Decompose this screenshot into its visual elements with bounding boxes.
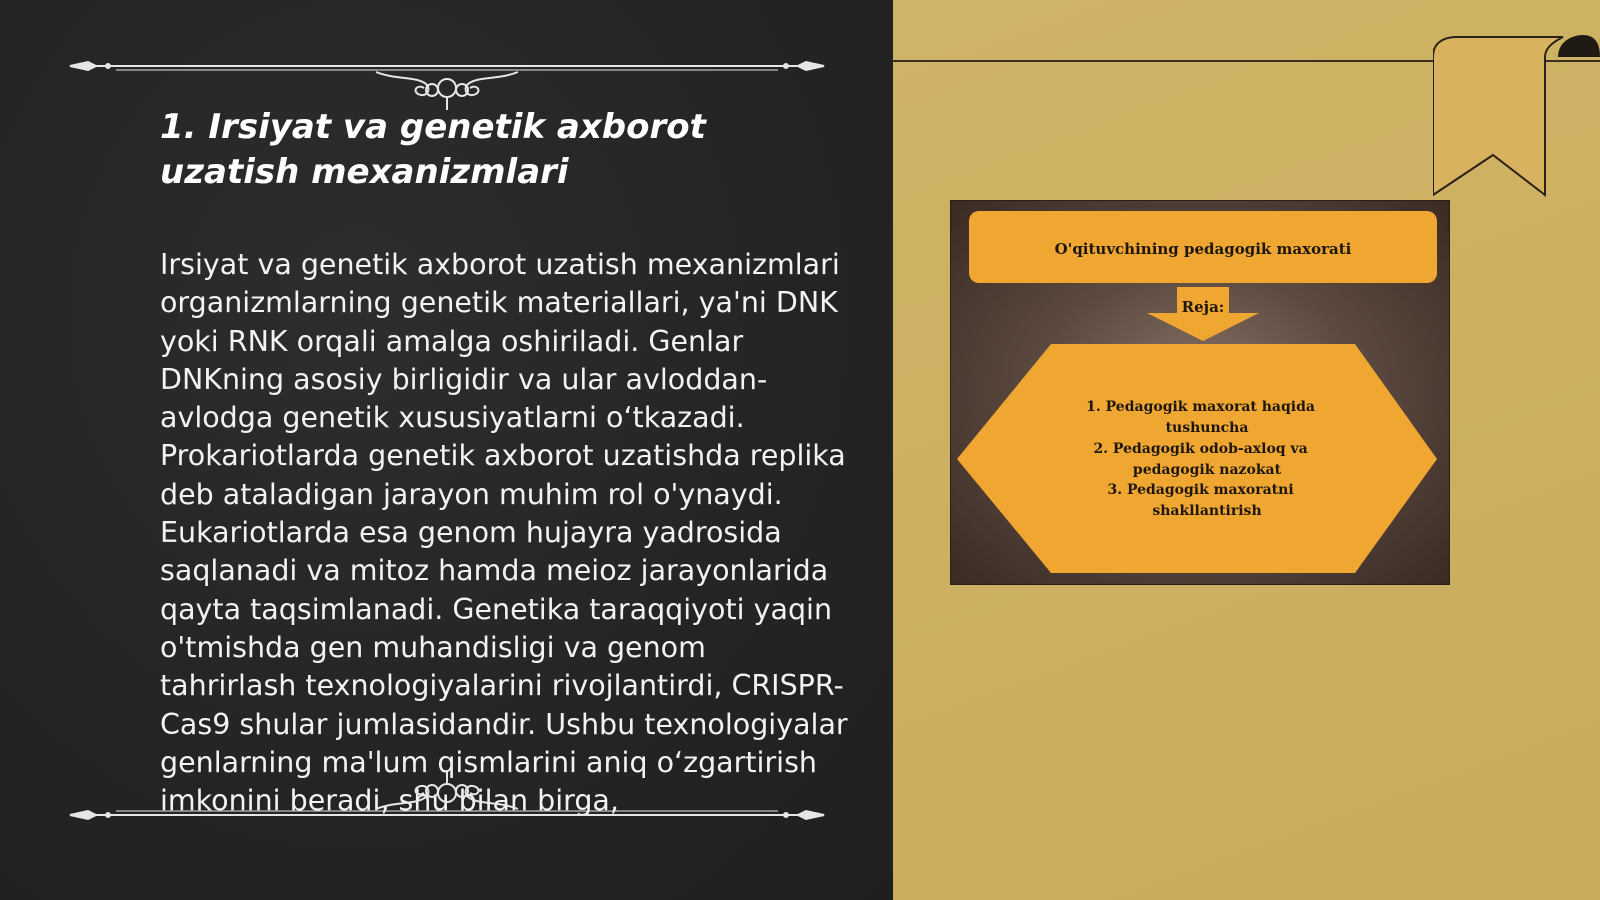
bookmark-decoration xyxy=(1433,35,1600,200)
scroll-ornament-icon xyxy=(66,50,828,110)
diagram-arrow-label: Reja: xyxy=(1181,298,1225,316)
slide-body-text: Irsiyat va genetik axborot uzatish mexanizmlari organizmlarning genetik materiallari, ya'ni DNK yoki RNK orqali amalga oshiriladi. Genlar DNKning asosiy birligidir va ular avloddan-avlodga genetik xususiyatlarni o‘tkazadi. Prokariotlarda genetik axborot uzatishda replika deb ataladigan jarayon muhim rol o'ynaydi. Eukariotlarda esa genom hujayra yadrosida saqlanadi va mitoz hamda meioz jarayonlarida qayta taqsimlanadi. Genetika taraqqiyoti yaqin o'tmishda gen muhandisligi va genom tahrirlash texnologiyalarini rivojlantirdi, CRISPR-Cas9 shular jumlasidandir. Ushbu texnologiyalar genlarning ma'lum qismlarini aniq o‘zgartirish imkonini beradi, shu bilan birga, xyxy=(160,248,848,818)
ribbon-bookmark-icon xyxy=(1433,35,1600,200)
slide-right-panel xyxy=(893,0,1600,900)
plan-item-3: 3. Pedagogik maxoratni shakllantirish xyxy=(1107,482,1294,519)
scroll-ornament-icon xyxy=(66,770,828,830)
slide-title: 1. Irsiyat va genetik axborot uzatish mexanizmlari xyxy=(160,107,706,192)
diagram-header-text: O'qituvchining pedagogik maxorati xyxy=(1054,240,1352,258)
diagram-hexagon xyxy=(957,344,1437,573)
top-ornament-divider xyxy=(66,50,828,110)
plan-item-1: 1. Pedagogik maxorat haqida tushuncha xyxy=(1086,399,1315,436)
pedagogy-diagram-image xyxy=(950,200,1450,585)
bottom-ornament-divider xyxy=(66,770,828,830)
plan-item-2: 2. Pedagogik odob-axloq va pedagogik nazokat xyxy=(1093,441,1308,478)
